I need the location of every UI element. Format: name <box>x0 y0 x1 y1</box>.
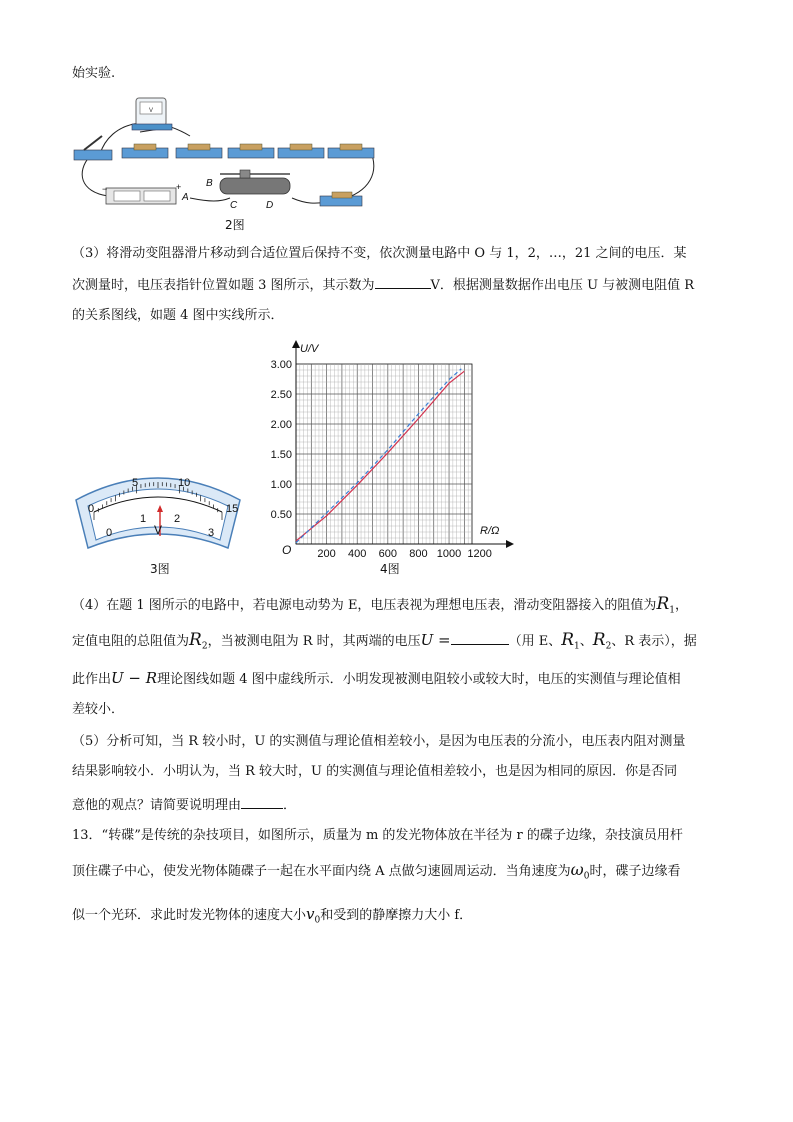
switch-base <box>74 150 112 160</box>
q13-line-3: 似一个光环．求此时发光物体的速度大小$v_0$和受到的静摩擦力大小 f． <box>72 905 473 926</box>
label-D: D <box>266 200 274 211</box>
symbol-v: v <box>306 905 315 923</box>
figure-4-caption: 4图 <box>380 562 400 576</box>
q3-answer-blank[interactable] <box>375 274 431 289</box>
dial-unit: V <box>153 523 163 537</box>
battery-plus-label: + <box>176 182 182 192</box>
battery-minus-label: − <box>102 184 108 194</box>
voltmeter-symbol: V <box>148 108 154 114</box>
lower-scale-2: 2 <box>174 513 181 525</box>
q3-line-3: 的关系图线，如题 4 图中实线所示． <box>72 308 284 323</box>
symbol-R2: R <box>189 630 202 650</box>
symbol-omega: ω <box>570 860 584 879</box>
intro-tail: 始实验. <box>72 66 116 81</box>
q4-line-3: 此作出U − R理论图线如题 4 图中虚线所示．小明发现被测电阻较小或较大时，电压的实测值与理论值相 <box>72 669 681 687</box>
rheostat <box>220 178 290 194</box>
q3-line-2: 次测量时，电压表指针位置如题 3 图所示，其示数为 V．根据测量数据作出电压 U 与被测电阻值 R <box>72 274 732 296</box>
label-C: C <box>230 200 238 211</box>
x-tick-label: 600 <box>378 548 398 560</box>
upper-scale-5: 5 <box>132 477 139 489</box>
q5-line-1: （5）分析可知，当 R 较小时，U 的实测值与理论值相差较小，是因为电压表的分流小，电压表内阻对测量 <box>72 734 686 749</box>
upper-scale-15: 15 <box>226 503 239 515</box>
q4-line-1: （4）在题 1 图所示的电路中，若电源电动势为 E，电压表视为理想电压表，滑动变阻器接入的阻值为$R_1$， <box>72 594 688 616</box>
q5-line-3: 意他的观点？请简要说明理由 ． <box>72 794 732 816</box>
y-tick-label: 3.00 <box>270 359 292 371</box>
origin-label: O <box>282 543 292 557</box>
figure-3-caption: 3图 <box>150 562 170 576</box>
equation-UR: U − R <box>111 669 158 687</box>
upper-scale-10: 10 <box>178 477 191 489</box>
lower-scale-0: 0 <box>106 527 113 539</box>
y-axis-label: U/V <box>300 343 319 355</box>
symbol-R1: R <box>656 594 670 614</box>
q4-line-4: 差较小． <box>72 702 125 717</box>
label-A: A <box>182 192 189 203</box>
q5-answer-blank[interactable] <box>241 794 283 809</box>
q4-answer-blank[interactable] <box>451 630 509 645</box>
q13-line-1: 13．“转碟”是传统的杂技项目，如图所示，质量为 m 的发光物体放在半径为 r 的碟子边缘，杂技演员用杆 <box>72 828 683 843</box>
y-tick-label: 2.50 <box>270 389 292 401</box>
x-axis-label: R/Ω <box>480 525 500 537</box>
q5-line-2: 结果影响较小．小明认为，当 R 较大时，U 的实测值与理论值相差较小，也是因为相同的原因．你是否同 <box>72 764 678 779</box>
x-tick-label: 200 <box>317 548 336 560</box>
voltmeter-dial-figure-3 <box>68 470 248 560</box>
y-tick-label: 2.00 <box>270 419 292 431</box>
q3-line-1: （3）将滑动变阻器滑片移动到合适位置后保持不变，依次测量电路中 O 与 1，2，…，21 之间的电压．某 <box>72 246 687 261</box>
equation-U: U = <box>420 631 451 649</box>
theoretical-line-dashed <box>296 369 461 543</box>
ur-graph-figure-4 <box>260 336 530 566</box>
q4-line-2: 定值电阻的总阻值为$R_2$，当被测电阻为 R 时，其两端的电压U = （用 E、$R_1$、$R_2$、R 表示），据 <box>72 630 697 652</box>
x-tick-label: 800 <box>409 548 428 560</box>
label-B: B <box>206 178 213 189</box>
upper-scale-0: 0 <box>88 503 95 515</box>
lower-scale-3: 3 <box>208 527 215 539</box>
y-tick-label: 1.00 <box>270 479 292 491</box>
figure-2-caption: 2图 <box>225 218 245 232</box>
x-tick-label: 400 <box>348 548 367 560</box>
y-tick-label: 0.50 <box>270 509 292 521</box>
circuit-figure-2 <box>70 92 390 212</box>
lower-scale-1: 1 <box>140 513 147 525</box>
x-tick-label: 1200 <box>467 548 492 560</box>
y-tick-label: 1.50 <box>270 449 292 461</box>
q13-line-2: 顶住碟子中心，使发光物体随碟子一起在水平面内绕 A 点做匀速圆周运动．当角速度为$\omega_0$时，碟子边缘看 <box>72 860 681 882</box>
x-tick-label: 1000 <box>436 548 462 560</box>
